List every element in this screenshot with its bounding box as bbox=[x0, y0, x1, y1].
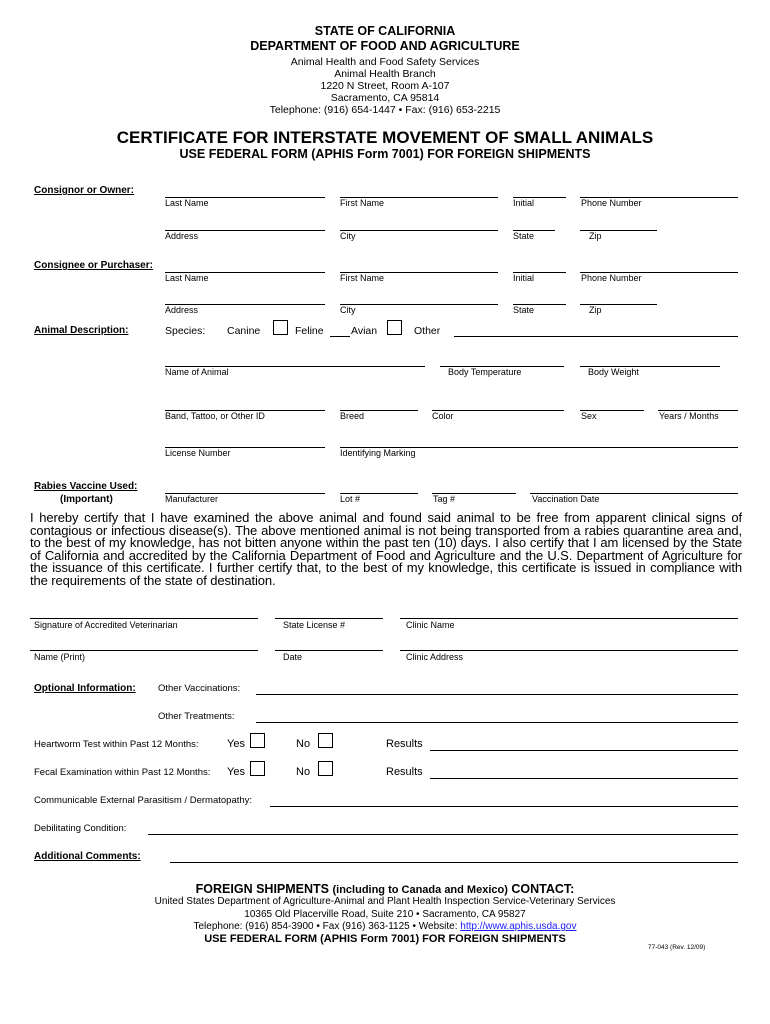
rabies-important: (Important) bbox=[60, 494, 113, 505]
consignee-state-label: State bbox=[513, 305, 535, 315]
form-number: 77-043 (Rev. 12/09) bbox=[648, 944, 706, 951]
debilitating-field[interactable] bbox=[148, 834, 738, 835]
division-text: Animal Health and Food Safety Services bbox=[290, 56, 480, 68]
consignor-zip-label: Zip bbox=[589, 231, 602, 241]
lot-label: Lot # bbox=[340, 494, 361, 504]
canine-checkbox[interactable] bbox=[273, 320, 288, 335]
other-vaccinations-label: Other Vaccinations: bbox=[158, 683, 241, 694]
telephone-text: Telephone: (916) 654-1447 • Fax: (916) 653-2215 bbox=[269, 104, 501, 116]
consignee-city-field[interactable] bbox=[340, 304, 498, 305]
canine-label: Canine bbox=[227, 325, 261, 337]
species-label: Species: bbox=[165, 325, 206, 337]
fecal-no-checkbox[interactable] bbox=[318, 761, 333, 776]
consignor-city-field[interactable] bbox=[340, 230, 498, 231]
fecal-results-label: Results bbox=[386, 766, 423, 778]
body-weight-label: Body Weight bbox=[588, 367, 639, 377]
usda-contact-line bbox=[0, 921, 770, 932]
consignee-city-label: City bbox=[340, 305, 356, 315]
form-title: CERTIFICATE FOR INTERSTATE MOVEMENT OF SMALL ANIMALS bbox=[116, 128, 654, 147]
animal-name-label: Name of Animal bbox=[165, 367, 229, 377]
vet-signature-field[interactable] bbox=[30, 618, 258, 619]
sex-label: Sex bbox=[581, 411, 597, 421]
years-months-label: Years / Months bbox=[659, 411, 719, 421]
clinic-address-label: Clinic Address bbox=[406, 652, 464, 662]
usda-website-link[interactable]: http://www.aphis.usda.gov bbox=[460, 921, 577, 932]
usda-telephone-text: Telephone: (916) 854-3900 • Fax (916) 363-1125 • Website: bbox=[193, 921, 461, 932]
street-text: 1220 N Street, Room A-107 bbox=[320, 80, 450, 92]
vet-name-field[interactable] bbox=[30, 650, 258, 651]
breed-label: Breed bbox=[340, 411, 365, 421]
color-label: Color bbox=[432, 411, 454, 421]
branch-text: Animal Health Branch bbox=[334, 68, 436, 80]
animal-description-label: Animal Description: bbox=[34, 325, 129, 336]
tag-label: Tag # bbox=[433, 494, 456, 504]
foreign-heading bbox=[0, 882, 770, 896]
usda-agency-text: United States Department of Agriculture-Animal and Plant Health Inspection Service-Veterinary Services bbox=[154, 896, 616, 907]
state-heading: STATE OF CALIFORNIA bbox=[314, 24, 456, 38]
consignee-zip-label: Zip bbox=[589, 305, 602, 315]
vet-signature-label: Signature of Accredited Veterinarian bbox=[34, 620, 178, 630]
rabies-label: Rabies Vaccine Used: bbox=[34, 481, 138, 492]
consignee-first-name-label: First Name bbox=[340, 273, 385, 283]
consignee-label: Consignee or Purchaser: bbox=[34, 260, 153, 271]
fecal-no-label: No bbox=[296, 766, 311, 778]
debilitating-label: Debilitating Condition: bbox=[34, 823, 127, 834]
vet-date-label: Date bbox=[283, 652, 303, 662]
department-heading: DEPARTMENT OF FOOD AND AGRICULTURE bbox=[250, 39, 520, 53]
fecal-label: Fecal Examination within Past 12 Months: bbox=[34, 767, 211, 778]
heartworm-results-field[interactable] bbox=[430, 750, 738, 751]
feline-label: Feline bbox=[295, 325, 324, 337]
heartworm-yes-checkbox[interactable] bbox=[250, 733, 265, 748]
vet-date-field[interactable] bbox=[275, 650, 383, 651]
avian-checkbox[interactable] bbox=[387, 320, 402, 335]
other-vaccinations-field[interactable] bbox=[256, 694, 738, 695]
fecal-yes-checkbox[interactable] bbox=[250, 761, 265, 776]
fecal-results-field[interactable] bbox=[430, 778, 738, 779]
manufacturer-label: Manufacturer bbox=[165, 494, 219, 504]
fecal-yes-label: Yes bbox=[227, 766, 245, 778]
clinic-name-label: Clinic Name bbox=[406, 620, 455, 630]
body-temperature-label: Body Temperature bbox=[448, 367, 522, 377]
consignee-address-label: Address bbox=[165, 305, 199, 315]
form-subtitle: USE FEDERAL FORM (APHIS Form 7001) FOR FOREIGN SHIPMENTS bbox=[179, 147, 591, 161]
consignor-address-label: Address bbox=[165, 231, 199, 241]
foreign-heading-mid: (including to Canada and Mexico) bbox=[332, 884, 508, 896]
consignee-last-name-label: Last Name bbox=[165, 273, 209, 283]
other-species-field[interactable] bbox=[454, 336, 738, 337]
federal-form-notice: USE FEDERAL FORM (APHIS Form 7001) FOR FOREIGN SHIPMENTS bbox=[204, 933, 566, 945]
parasitism-field[interactable] bbox=[270, 806, 738, 807]
consignee-phone-label: Phone Number bbox=[581, 273, 642, 283]
additional-comments-label: Additional Comments: bbox=[34, 851, 141, 862]
identifying-marking-label: Identifying Marking bbox=[340, 448, 416, 458]
city-text: Sacramento, CA 95814 bbox=[330, 92, 440, 104]
license-number-label: License Number bbox=[165, 448, 231, 458]
consignor-last-name-label: Last Name bbox=[165, 198, 209, 208]
other-treatments-label: Other Treatments: bbox=[158, 711, 235, 722]
feline-line bbox=[330, 336, 350, 337]
band-id-label: Band, Tattoo, or Other ID bbox=[165, 411, 265, 421]
clinic-name-field[interactable] bbox=[400, 618, 738, 619]
foreign-heading-end: CONTACT: bbox=[511, 882, 575, 896]
heartworm-results-label: Results bbox=[386, 738, 423, 750]
consignor-initial-label: Initial bbox=[513, 198, 535, 208]
heartworm-no-label: No bbox=[296, 738, 311, 750]
heartworm-yes-label: Yes bbox=[227, 738, 245, 750]
consignor-city-label: City bbox=[340, 231, 356, 241]
other-treatments-field[interactable] bbox=[256, 722, 738, 723]
consignee-initial-label: Initial bbox=[513, 273, 535, 283]
vaccination-date-label: Vaccination Date bbox=[532, 494, 600, 504]
parasitism-label: Communicable External Parasitism / Dermatopathy: bbox=[34, 795, 253, 806]
optional-info-label: Optional Information: bbox=[34, 683, 136, 694]
avian-label: Avian bbox=[351, 325, 378, 337]
foreign-heading-bold: FOREIGN SHIPMENTS bbox=[195, 882, 329, 896]
consignor-first-name-label: First Name bbox=[340, 198, 385, 208]
consignor-label: Consignor or Owner: bbox=[34, 185, 134, 196]
other-label: Other bbox=[414, 325, 441, 337]
clinic-address-field[interactable] bbox=[400, 650, 738, 651]
state-license-field[interactable] bbox=[275, 618, 383, 619]
vet-name-label: Name (Print) bbox=[34, 652, 86, 662]
additional-comments-field[interactable] bbox=[170, 862, 738, 863]
usda-address-text: 10365 Old Placerville Road, Suite 210 • Sacramento, CA 95827 bbox=[244, 909, 526, 920]
certification-statement: I hereby certify that I have examined the above animal and found said animal to be free from apparent clinical signs of contagious or infectious disease(s). The above mentioned animal is not being transported from a rabies quarantine area and, to the best of my knowledge, has not bitten anyone within the past ten (10) days. I also certify that I am licensed by the State of California and accredited by the California Department of Food and Agriculture and the U.S. Department of Agriculture for the issuance of this certificate. I further certify that, to the best of my knowledge, this certificate is issued in compliance with the requirements of the state of destination. bbox=[30, 510, 742, 588]
consignor-phone-label: Phone Number bbox=[581, 198, 642, 208]
heartworm-label: Heartworm Test within Past 12 Months: bbox=[34, 739, 199, 750]
consignor-state-label: State bbox=[513, 231, 535, 241]
heartworm-no-checkbox[interactable] bbox=[318, 733, 333, 748]
state-license-label: State License # bbox=[283, 620, 346, 630]
